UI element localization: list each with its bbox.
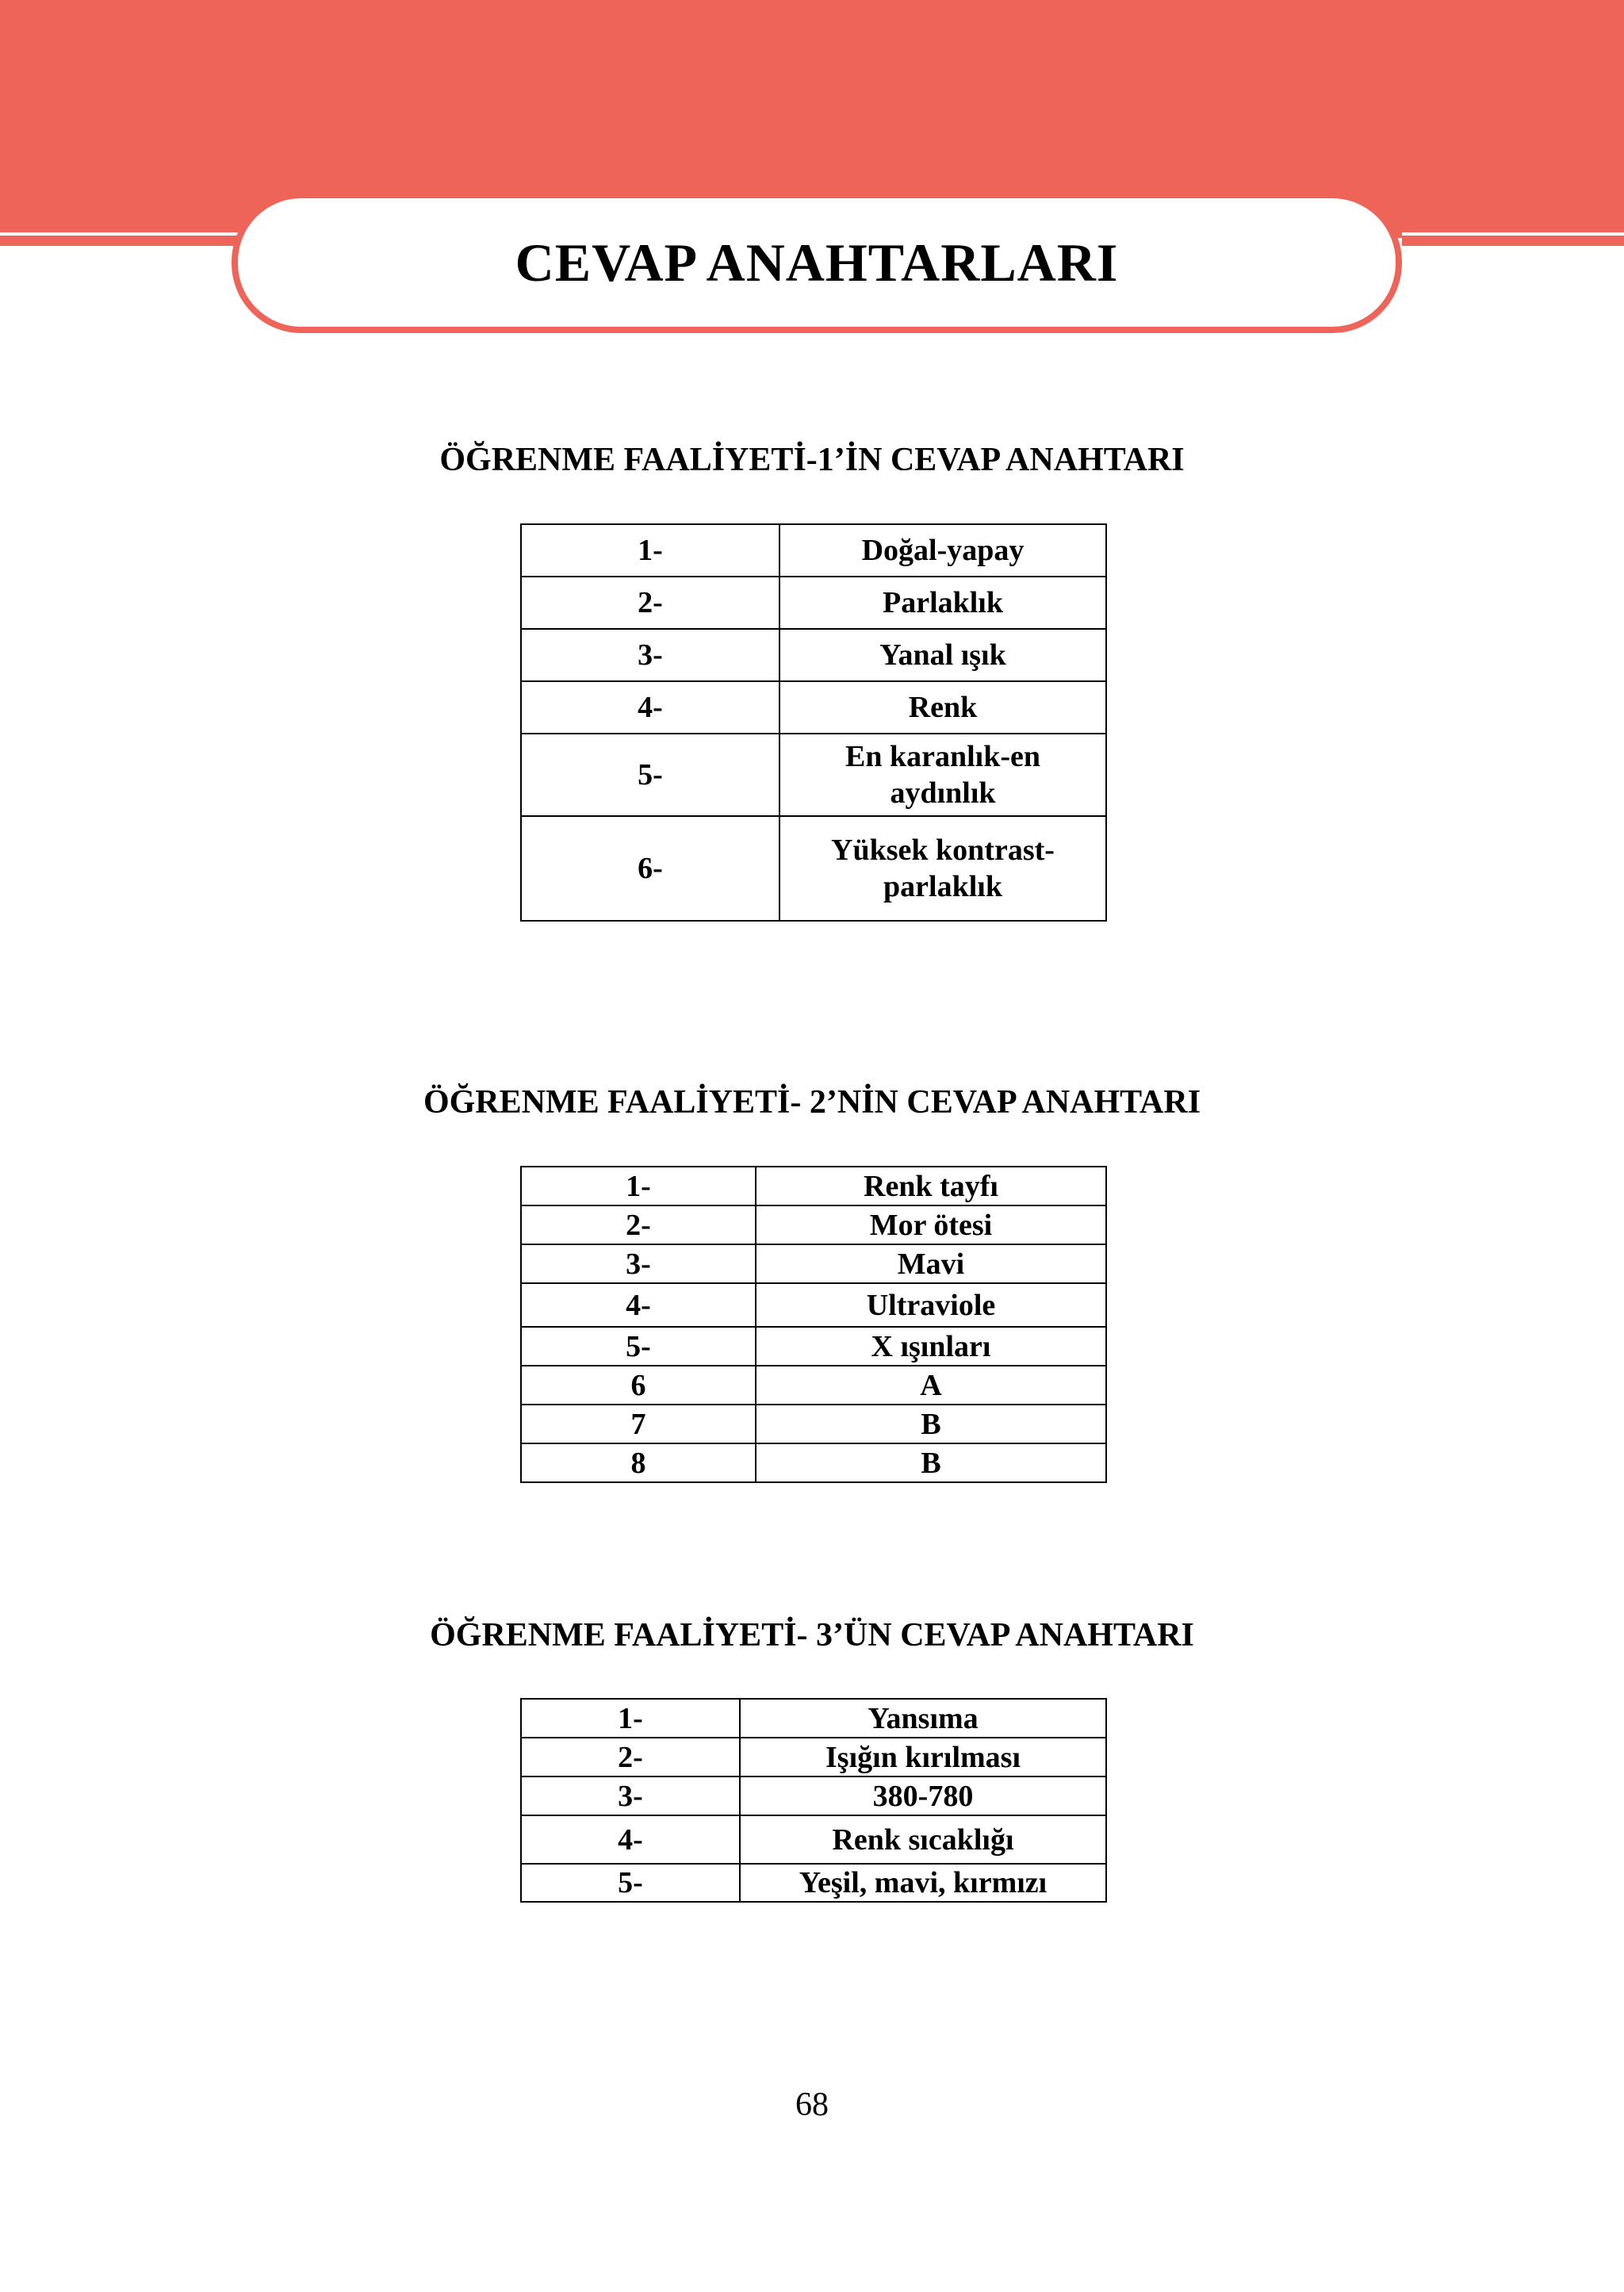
table-row bbox=[521, 1327, 1106, 1366]
section-2-title: ÖĞRENME FAALİYETİ- 2’NİN CEVAP ANAHTARI bbox=[423, 1084, 1201, 1121]
header-rule-right bbox=[1402, 238, 1624, 246]
section-3-title: ÖĞRENME FAALİYETİ- 3’ÜN CEVAP ANAHTARI bbox=[430, 1617, 1194, 1654]
section-1-title: ÖĞRENME FAALİYETİ-1’İN CEVAP ANAHTARI bbox=[439, 442, 1185, 478]
question-number: 6 bbox=[521, 1366, 756, 1405]
table-row bbox=[521, 681, 1106, 734]
question-number: 6- bbox=[521, 816, 779, 921]
answer-cell: Yüksek kontrast-parlaklık bbox=[779, 816, 1106, 921]
table-row bbox=[521, 1244, 1106, 1283]
header-thin-white-right bbox=[1402, 232, 1624, 236]
answer-cell: Renk bbox=[779, 681, 1106, 734]
table-row bbox=[521, 1167, 1106, 1205]
table-row bbox=[521, 1405, 1106, 1443]
table-row bbox=[521, 734, 1106, 816]
table-row bbox=[521, 1283, 1106, 1327]
question-number: 2- bbox=[521, 577, 779, 629]
table-row bbox=[521, 1738, 1106, 1776]
header-rule-left bbox=[0, 238, 238, 246]
table-row bbox=[521, 1864, 1106, 1902]
answer-cell: B bbox=[756, 1443, 1106, 1482]
answer-cell: Yansıma bbox=[740, 1699, 1106, 1738]
answer-cell: Mavi bbox=[756, 1244, 1106, 1283]
table-row bbox=[521, 629, 1106, 681]
question-number: 7 bbox=[521, 1405, 756, 1443]
table-row bbox=[521, 1366, 1106, 1405]
question-number: 4- bbox=[521, 681, 779, 734]
question-number: 1- bbox=[521, 1699, 740, 1738]
table-row bbox=[521, 577, 1106, 629]
question-number: 1- bbox=[521, 1167, 756, 1205]
answer-cell: Yeşil, mavi, kırmızı bbox=[740, 1864, 1106, 1902]
table-row bbox=[521, 1699, 1106, 1738]
table-row bbox=[521, 1205, 1106, 1244]
table-row bbox=[521, 524, 1106, 577]
answer-cell: X ışınları bbox=[756, 1327, 1106, 1366]
table-row bbox=[521, 1443, 1106, 1482]
question-number: 8 bbox=[521, 1443, 756, 1482]
answer-cell: Ultraviole bbox=[756, 1283, 1106, 1327]
answer-cell: Mor ötesi bbox=[756, 1205, 1106, 1244]
answer-cell: Yanal ışık bbox=[779, 629, 1106, 681]
question-number: 4- bbox=[521, 1283, 756, 1327]
page-title: CEVAP ANAHTARLARI bbox=[515, 232, 1119, 293]
question-number: 5- bbox=[521, 1864, 740, 1902]
question-number: 2- bbox=[521, 1738, 740, 1776]
answer-cell: Renk sıcaklığı bbox=[740, 1815, 1106, 1864]
question-number: 1- bbox=[521, 524, 779, 577]
answer-cell: En karanlık-en aydınlık bbox=[779, 734, 1106, 816]
answer-cell: B bbox=[756, 1405, 1106, 1443]
question-number: 4- bbox=[521, 1815, 740, 1864]
title-pill bbox=[232, 192, 1402, 333]
answer-table-1 bbox=[520, 523, 1107, 922]
table-row bbox=[521, 1815, 1106, 1864]
header-thin-white-left bbox=[0, 232, 238, 236]
question-number: 3- bbox=[521, 629, 779, 681]
question-number: 2- bbox=[521, 1205, 756, 1244]
question-number: 5- bbox=[521, 734, 779, 816]
answer-cell: Renk tayfı bbox=[756, 1167, 1106, 1205]
table-row bbox=[521, 816, 1106, 921]
answer-table-3 bbox=[520, 1698, 1107, 1903]
question-number: 3- bbox=[521, 1244, 756, 1283]
answer-cell: Işığın kırılması bbox=[740, 1738, 1106, 1776]
question-number: 5- bbox=[521, 1327, 756, 1366]
answer-cell: Doğal-yapay bbox=[779, 524, 1106, 577]
page-number: 68 bbox=[795, 2087, 829, 2123]
answer-cell: 380-780 bbox=[740, 1776, 1106, 1815]
question-number: 3- bbox=[521, 1776, 740, 1815]
answer-table-2 bbox=[520, 1166, 1107, 1483]
answer-cell: Parlaklık bbox=[779, 577, 1106, 629]
answer-cell: A bbox=[756, 1366, 1106, 1405]
table-row bbox=[521, 1776, 1106, 1815]
